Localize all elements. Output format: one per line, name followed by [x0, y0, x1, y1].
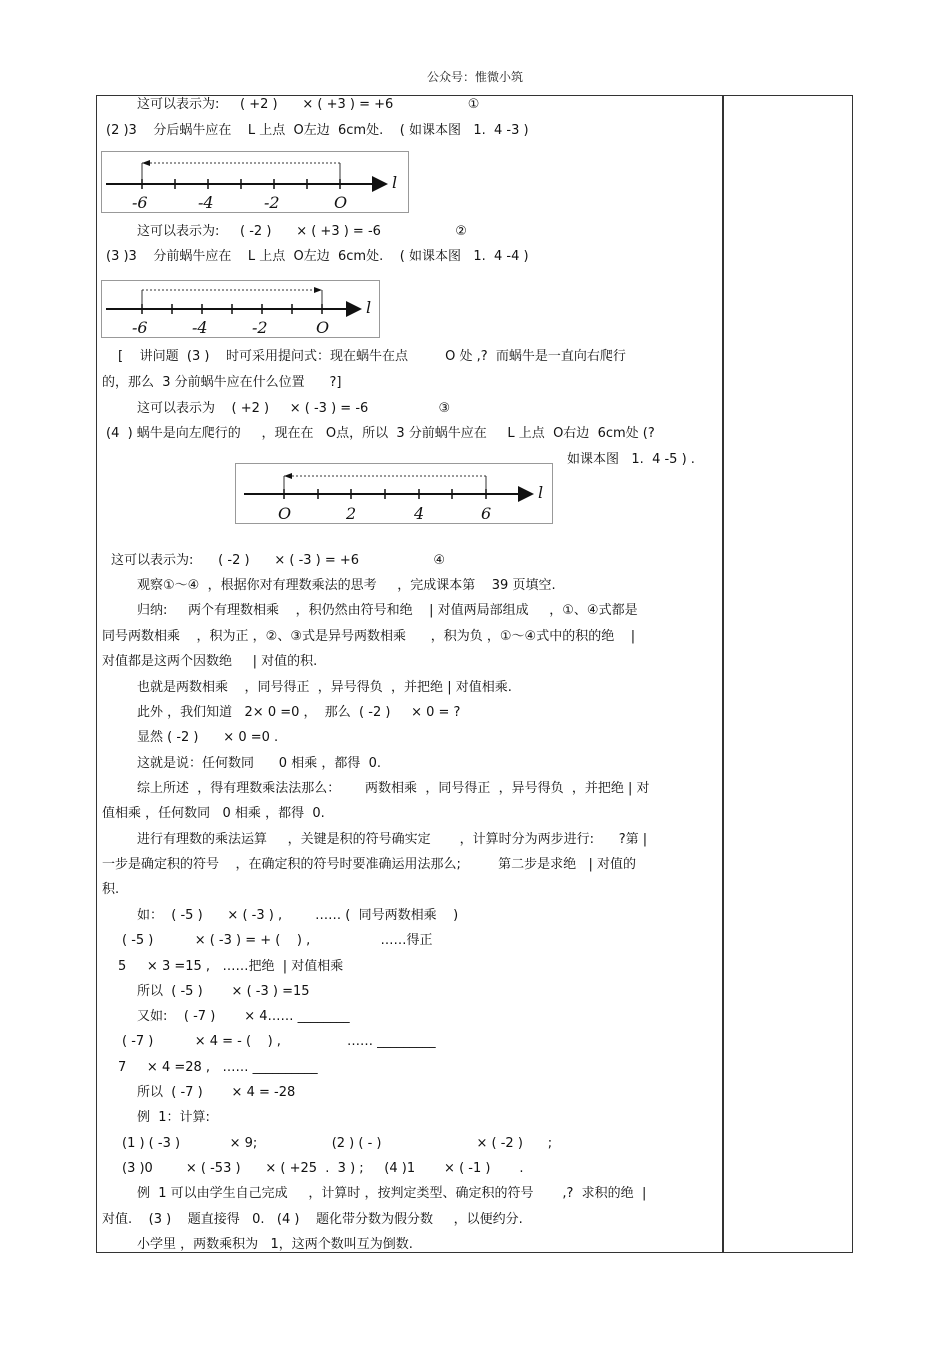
lesson-table [96, 95, 853, 1253]
text-line: 又如: ( -7 ) × 4…… ________ [137, 1009, 350, 1024]
tick-label: -4 [192, 318, 208, 337]
text-line: [ 讲问题 (3 ) 时可采用提问式：现在蜗牛在点 O 处 ,? 而蜗牛是一直向右爬行 [118, 349, 626, 364]
text-line: 5 × 3 =15 , ……把绝 | 对值相乘 [118, 959, 344, 974]
text-line: 这可以表示为: ( -2 ) × ( -3 ) = +6 ④ [111, 553, 446, 568]
text-line: ( -5 ) × ( -3 ) = + ( ) , ……得正 [122, 933, 433, 948]
text-line: 也就是两数相乘 ，同号得正 ，异号得负 ，并把绝 | 对值相乘. [137, 680, 512, 695]
tick-label: 4 [414, 504, 425, 523]
text-line: 综上所述 ，得有理数乘法法那么： 两数相乘 ，同号得正 ，异号得负 ，并把绝 | 对 [137, 781, 650, 796]
tick-label: -2 [252, 318, 268, 337]
text-line: 值相乘 ，任何数同 0 相乘 ，都得 0. [102, 806, 325, 821]
tick-label: 6 [481, 504, 492, 523]
text-line: (3 )0 × ( -53 ) × ( +25 . 3 ) ; (4 )1 × ( -1 ) . [122, 1161, 524, 1176]
text-line: (3 )3 分前蜗牛应在 L 上点 O左边 6cm处. ( 如课本图 1. 4 -4 ) [106, 249, 529, 264]
text-line: (4 ) 蜗牛是向左爬行的 ，现在在 O点，所以 3 分前蜗牛应在 L 上点 O右边 6cm处 (? [106, 426, 655, 441]
text-line: 积. [102, 882, 120, 897]
text-line: 如： ( -5 ) × ( -3 ) , …… ( 同号两数相乘 ) [137, 908, 459, 923]
text-line: 7 × 4 =28 , …… __________ [118, 1060, 318, 1075]
axis-label: l [538, 483, 544, 502]
tick-label: O [278, 504, 292, 523]
text-line: (1 ) ( -3 ) × 9; (2 ) ( - ) × ( -2 ) ; [122, 1136, 553, 1151]
text-line: 观察①～④ ，根据你对有理数乘法的思考 ，完成课本第 39 页填空. [137, 578, 556, 593]
text-line: 如课本图 1. 4 -5 ) . [567, 452, 695, 467]
text-line: ( -7 ) × 4 = - ( ) , …… _________ [122, 1034, 436, 1049]
text-line: 一步是确定积的符号 ，在确定积的符号时要准确运用法那么; 第二步是求绝 | 对值的 [102, 857, 637, 872]
text-line: 同号两数相乘 ，积为正 ，②、③式是异号两数相乘 ，积为负 ，①～④式中的积的绝 | [102, 629, 636, 644]
tick-label: -6 [132, 318, 148, 337]
tick-label: 2 [346, 504, 357, 523]
text-line: 这就是说：任何数同 0 相乘 ，都得 0. [137, 756, 381, 771]
text-line: 进行有理数的乘法运算 ，关键是积的符号确实定 ，计算时分为两步进行: ?第 | [137, 832, 648, 847]
tick-label: O [316, 318, 330, 337]
text-line: 所以 ( -5 ) × ( -3 ) =15 [137, 984, 310, 999]
text-line: 对值. (3 ) 题直接得 0. (4 ) 题化带分数为假分数 ，以便约分. [102, 1212, 523, 1227]
text-line: (2 )3 分后蜗牛应在 L 上点 O左边 6cm处. ( 如课本图 1. 4 -3 ) [106, 123, 529, 138]
text-line: 所以 ( -7 ) × 4 = -28 [137, 1085, 296, 1100]
axis-label: l [392, 173, 398, 192]
number-line-figure-1 [101, 151, 409, 213]
number-line-figure-2 [101, 280, 380, 338]
tick-label: -6 [132, 193, 148, 212]
text-line: 这可以表示为: ( +2 ) × ( +3 ) = +6 ① [137, 97, 480, 112]
tick-label: -4 [198, 193, 214, 212]
tick-label: O [334, 193, 348, 212]
text-line: 例 1：计算: [137, 1110, 210, 1125]
tick-label: -2 [264, 193, 280, 212]
text-line: 归纳: 两个有理数相乘 ，积仍然由符号和绝 | 对值两局部组成 ，①、④式都是 [137, 603, 638, 618]
text-line: 此外 ，我们知道 2× 0 =0 ， 那么 ( -2 ) × 0 = ? [137, 705, 461, 720]
axis-label: l [366, 298, 372, 317]
page-header: 公众号：惟微小筑 [426, 70, 523, 84]
number-line-figure-3 [235, 463, 553, 524]
text-line: 这可以表示为: ( -2 ) × ( +3 ) = -6 ② [137, 224, 467, 239]
text-line: 这可以表示为 ( +2 ) × ( -3 ) = -6 ③ [137, 401, 451, 416]
text-line: 小学里 ，两数乘积为 1，这两个数叫互为倒数. [137, 1237, 413, 1252]
text-line: 的，那么 3 分前蜗牛应在什么位置 ?] [102, 375, 342, 390]
table-column-divider [722, 95, 724, 1253]
text-line: 例 1 可以由学生自己完成 ，计算时 ，按判定类型、确定积的符号 ,? 求积的绝 | [137, 1186, 647, 1201]
text-line: 显然 ( -2 ) × 0 =0 . [137, 730, 279, 745]
text-line: 对值都是这两个因数绝 | 对值的积. [102, 654, 318, 669]
